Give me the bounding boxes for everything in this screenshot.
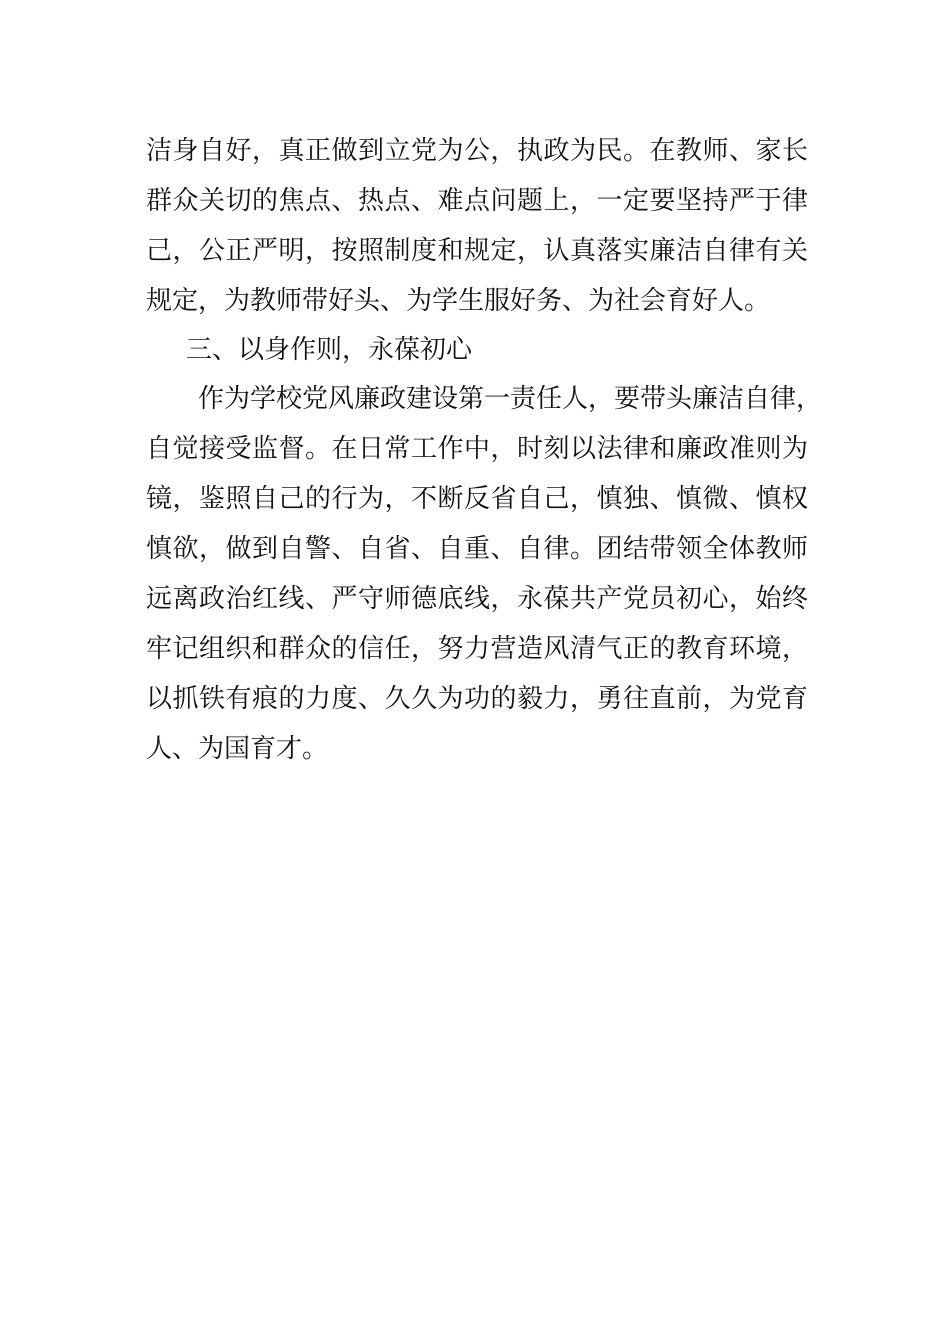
text-line: 作为学校党风廉政建设第一责任人，要带头廉洁自律，: [198, 384, 823, 414]
section-heading: 三、以身作则，永葆初心: [186, 335, 473, 365]
text-line: 群众关切的焦点、热点、难点问题上，一定要坚持严于律: [146, 186, 808, 216]
text-line: 规定，为教师带好头、为学生服好务、为社会育好人。: [146, 286, 771, 316]
text-line: 牢记组织和群众的信任，努力营造风清气正的教育环境，: [146, 634, 808, 664]
document-body: [146, 126, 823, 774]
text-line: 自觉接受监督。在日常工作中，时刻以法律和廉政准则为: [146, 434, 808, 464]
text-line: 己，公正严明，按照制度和规定，认真落实廉洁自律有关: [146, 236, 808, 266]
text-line: 镜，鉴照自己的行为，不断反省自己，慎独、慎微、慎权: [146, 484, 808, 514]
text-line: 慎欲，做到自警、自省、自重、自律。团结带领全体教师: [146, 534, 808, 564]
text-line: 人、为国育才。: [146, 734, 329, 764]
text-line: 以抓铁有痕的力度、久久为功的毅力，勇往直前，为党育: [146, 684, 808, 714]
paragraph-continued: [146, 126, 808, 326]
text-line: 洁身自好，真正做到立党为公，执政为民。在教师、家长: [146, 136, 808, 166]
text-line: 远离政治红线、严守师德底线，永葆共产党员初心，始终: [146, 584, 808, 614]
section-paragraph: [146, 374, 823, 774]
